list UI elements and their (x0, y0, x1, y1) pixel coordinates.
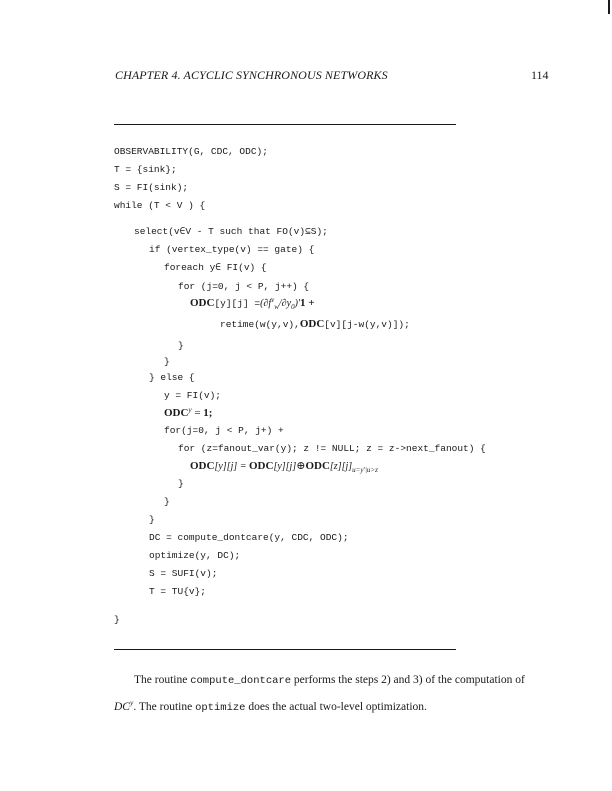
code-segment: S = SUFI(v); (149, 568, 218, 579)
code-segment: w (274, 303, 279, 312)
code-segment: } (149, 514, 155, 525)
code-line (164, 496, 170, 507)
code-line (178, 478, 184, 489)
paragraph-math-sup: y (129, 698, 134, 707)
code-segment: [y][j] = (214, 298, 261, 310)
code-line (149, 550, 240, 561)
code-segment: } (178, 340, 184, 351)
code-line (164, 262, 267, 273)
chapter-title: CHAPTER 4. ACYCLIC SYNCHRONOUS NETWORKS (115, 68, 388, 82)
page-number: 114 (531, 68, 549, 82)
code-segment: ODC (190, 460, 215, 472)
paragraph-text-2: performs the steps 2) and 3) of the computation of (291, 674, 525, 686)
code-line (164, 425, 284, 436)
code-segment: OBSERVABILITY(G, CDC, ODC); (114, 146, 268, 157)
code-line (114, 614, 120, 625)
code-line (149, 532, 349, 543)
paragraph-text-4: does the actual two-level optimization. (245, 700, 427, 713)
code-line (178, 443, 486, 454)
code-segment: v (271, 296, 275, 304)
code-line (220, 318, 410, 330)
paragraph-math: DC (114, 700, 130, 713)
code-segment: 0 (291, 303, 295, 312)
code-segment: retime(w(y,v), (220, 319, 300, 330)
code-segment: ODC (305, 460, 330, 472)
code-segment: S = FI(sink); (114, 182, 189, 193)
code-line (178, 340, 184, 351)
code-line (149, 244, 314, 255)
paragraph-text-1: The routine (134, 674, 191, 686)
code-segment: [y][j] (273, 461, 297, 472)
code-segment: if (vertex_type(v) == gate) { (149, 244, 315, 255)
code-segment: )' (294, 298, 301, 310)
code-segment: DC = compute_dontcare(y, CDC, ODC); (149, 532, 349, 543)
code-line (149, 514, 155, 525)
code-segment: foreach y∈ FI(v) { (164, 262, 267, 273)
code-segment: ODC (164, 407, 189, 420)
code-segment: ⊕ (296, 460, 306, 472)
body-paragraph (114, 670, 534, 719)
paragraph-code-2: optimize (195, 701, 246, 714)
code-segment: T = {sink}; (114, 164, 177, 175)
code-segment: T = TU{v}; (149, 586, 207, 597)
code-line (114, 200, 205, 211)
code-segment: 1; (203, 407, 213, 420)
code-line (114, 146, 268, 157)
code-segment: select(v∈V - T such that FO(v)⊆S); (134, 226, 328, 237)
code-segment: for (j=0, j < P, j++) { (178, 281, 310, 292)
page-edge-mark (608, 0, 610, 14)
code-segment: while (T < V ) { (114, 200, 206, 211)
code-segment: y = FI(v); (164, 390, 222, 401)
code-line (114, 164, 177, 175)
top-rule (114, 124, 456, 125)
code-segment: 1 + (300, 297, 315, 310)
code-line (190, 459, 378, 474)
code-line (149, 586, 206, 597)
code-segment: } (164, 496, 170, 507)
code-segment: for (z=fanout_var(y); z != NULL; z = z->next_fanout) { (178, 443, 486, 454)
code-segment: (∂f (260, 298, 272, 310)
code-segment: optimize(y, DC); (149, 550, 241, 561)
code-segment: y (188, 406, 192, 414)
code-segment: [y][j] = (214, 461, 249, 472)
code-line (134, 226, 328, 237)
code-segment: for(j=0, j < P, j+) + (164, 425, 284, 436)
code-segment: } else { (149, 372, 195, 383)
code-segment: ODC (248, 460, 274, 472)
code-line (178, 281, 309, 292)
code-segment: [v][j-w(y,v)]); (324, 319, 410, 330)
code-segment: u=y'|u>z (352, 465, 378, 474)
code-line (164, 356, 170, 367)
code-line (164, 406, 212, 419)
code-line (149, 372, 195, 383)
paragraph-code-1: compute_dontcare (190, 675, 292, 687)
code-segment: ODC (299, 318, 325, 330)
code-segment: } (178, 478, 184, 489)
code-segment: } (114, 614, 120, 625)
code-segment: /∂y (278, 298, 292, 310)
code-segment: ODC (190, 297, 215, 310)
code-line (190, 296, 315, 311)
code-segment: = (191, 407, 204, 420)
code-line (149, 568, 217, 579)
code-segment: } (164, 356, 170, 367)
paragraph-text-3: . The routine (133, 700, 196, 713)
code-line (114, 182, 188, 193)
code-segment: [z][j] (329, 461, 353, 472)
code-line (164, 390, 221, 401)
bottom-rule (114, 649, 456, 650)
